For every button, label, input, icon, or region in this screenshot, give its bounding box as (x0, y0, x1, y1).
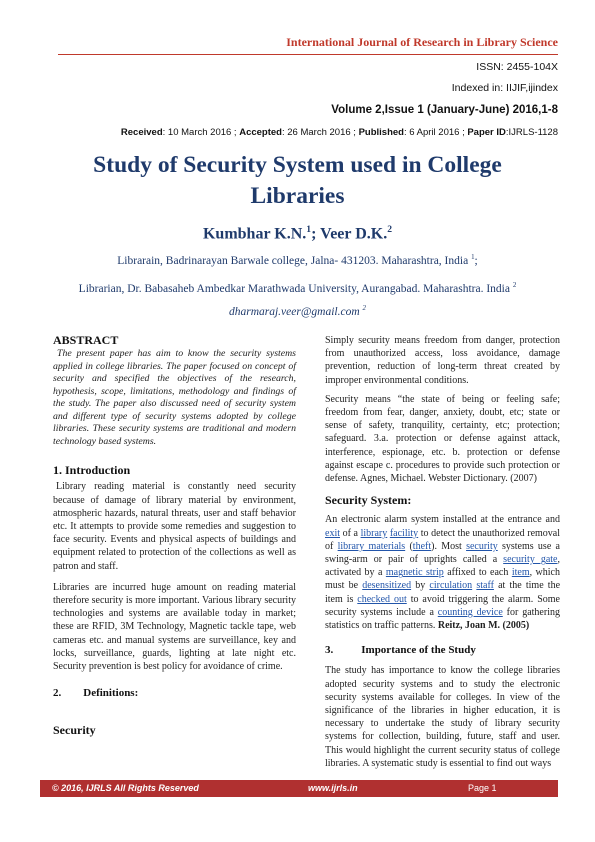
email-text[interactable]: dharmaraj.veer@gmail.com (228, 305, 363, 318)
author-1: Kumbhar K.N. (202, 225, 307, 243)
link-staff[interactable]: staff (476, 580, 494, 592)
link-security[interactable]: security (466, 540, 498, 552)
link-desensitized[interactable]: desensitized (362, 580, 412, 592)
security-subheading: Security (53, 723, 96, 738)
affiliation-1-sup: 1 (471, 254, 475, 261)
link-library[interactable]: library (360, 527, 388, 539)
author-2-sup: 2 (387, 224, 393, 235)
affiliation-2-text: Librarian, Dr. Babasaheb Ambedkar Marathwada University, Aurangabad. Maharashtra. India (78, 282, 513, 295)
link-exit[interactable]: exit (325, 527, 340, 539)
page-footer (40, 780, 558, 797)
email-sup: 2 (362, 305, 366, 312)
paperid-label: Paper ID (467, 127, 506, 138)
importance-paragraph: The study has importance to know the college libraries adopted security systems and to study the electronic security systems available for colleges. In view of the significance of the libraries in higher education, it is necessary to undertake the study of library security systems for collection, building, future, staff and user. This would highlight the current security status of college libraries. A systematic study is essential to find out ways (325, 665, 560, 769)
importance-title: Importance of the Study (361, 644, 476, 657)
published-date: : 6 April 2016 ; (403, 127, 465, 138)
intro-paragraph-1: Library reading material is constantly need security because of damage of library material by environment, atmospheric hazards, natural threats, user and staff behavior etc. It attempts to provide some remedies and suggestion to face security. Events and physical aspects of buildings and equipment related to protection of the collections as well as patron and staff. (53, 481, 296, 572)
accepted-label: Accepted (239, 127, 282, 138)
security-definition-1: Simply security means freedom from danger, protection from unauthorized access, loss avoidance, damage prevention, reduction of long-term threat created by improper environmental conditions. (325, 335, 560, 386)
definitions-title: Definitions: (83, 687, 139, 700)
link-checked-out[interactable]: checked out (357, 593, 407, 605)
security-definition-2: Security means “the state of being or feeling safe; freedom from fear, danger, anxiety, doubt, etc; state or sense of safety, tranquility, certainty, etc; protection; safeguard. 3.a. protection or defense against attack, interference, espionage, etc. b. protection or defense against escape c. procedures to provide such protection or defense. Agnes, Michael. Webster Dictionary. (2007) (325, 393, 560, 485)
definitions-number: 2. (53, 687, 62, 700)
issn: ISSN: 2455-104X (476, 61, 558, 73)
published-label: Published (358, 127, 404, 138)
author-separator: ; (311, 225, 321, 243)
link-security-gate[interactable]: security gate (503, 554, 558, 566)
footer-page-number: Page 1 (468, 783, 497, 793)
abstract-heading: ABSTRACT (53, 333, 119, 347)
link-item[interactable]: item (511, 567, 530, 579)
footer-copyright: © 2016, IJRLS All Rights Reserved (52, 783, 199, 793)
link-counting-device[interactable]: counting device (437, 606, 503, 618)
link-facility[interactable]: facility (389, 527, 419, 539)
abstract-body: The present paper has aim to know the security systems applied in college libraries. The paper focused on concept of security and specified the objectives of the research, hypothesis, scope, limitations, methodology and findings of the study. The paper also discussed need of security system and different type of security systems adopted by college libraries. These security systems are traditional and modern technology based systems. (53, 348, 296, 447)
left-column (53, 334, 296, 738)
authors (0, 224, 595, 243)
security-system-paragraph: An electronic alarm system installed at the entrance and exit of a library facility to detect the unauthorized removal of library materials (theft). Most security systems use a swing-arm or pair of uprights called a security gate, activated by a magnetic strip affixed to each item, which must be desensitized by circulation staff at the time the item is checked out to avoid triggering the alarm. Some security systems include a counting device for gathering statistics on traffic patterns. Reitz, Joan M. (2005) (325, 514, 561, 632)
author-email[interactable] (0, 305, 595, 318)
security-system-heading: Security System: (325, 493, 412, 508)
link-magnetic-strip[interactable]: magnetic strip (385, 567, 444, 579)
volume-issue: Volume 2,Issue 1 (January-June) 2016,1-8 (331, 104, 558, 116)
affiliation-2 (0, 282, 595, 295)
indexed-in: Indexed in: IIJIF,ijindex (451, 82, 558, 94)
journal-name: International Journal of Research in Library Science (286, 35, 558, 49)
dates-line (0, 127, 558, 138)
author-2: Veer D.K. (320, 225, 388, 243)
link-circulation[interactable]: circulation (429, 580, 473, 592)
affiliation-2-sup: 2 (512, 282, 517, 289)
paper-title: Study of Security System used in College Libraries (93, 152, 502, 209)
link-theft[interactable]: theft (412, 540, 432, 552)
paper-id: :IJRLS-1128 (505, 127, 558, 138)
importance-heading (325, 644, 560, 657)
author-1-sup: 1 (306, 224, 312, 235)
received-date: : 10 March 2016 ; (162, 127, 237, 138)
footer-url[interactable]: www.ijrls.in (308, 783, 358, 793)
link-library-materials[interactable]: library materials (337, 540, 406, 552)
header-rule (58, 54, 558, 55)
introduction-heading: 1. Introduction (53, 463, 131, 478)
affiliation-1 (0, 254, 595, 267)
affiliation-1-text: Librarain, Badrinarayan Barwale college, Jalna- 431203. Maharashtra, India (117, 254, 472, 267)
citation-reitz: Reitz, Joan M. (2005) (437, 620, 530, 632)
affiliation-1-tail: ; (474, 254, 478, 267)
importance-number: 3. (325, 644, 334, 657)
accepted-date: : 26 March 2016 ; (281, 127, 356, 138)
definitions-heading (53, 687, 296, 700)
intro-paragraph-2: Libraries are incurred huge amount on reading material therefore security is more important. Various library security technologies and systems are available today in market; these are RFID, 3M Technology, Magnetic tackle tape, web cameras etc. and manual systems are surveillance, key and locks, surveillance, guards, lighting at late night etc. Security prevention is best policy for avoidance of crime. (53, 581, 296, 673)
received-label: Received (120, 127, 163, 138)
right-column (325, 334, 560, 770)
